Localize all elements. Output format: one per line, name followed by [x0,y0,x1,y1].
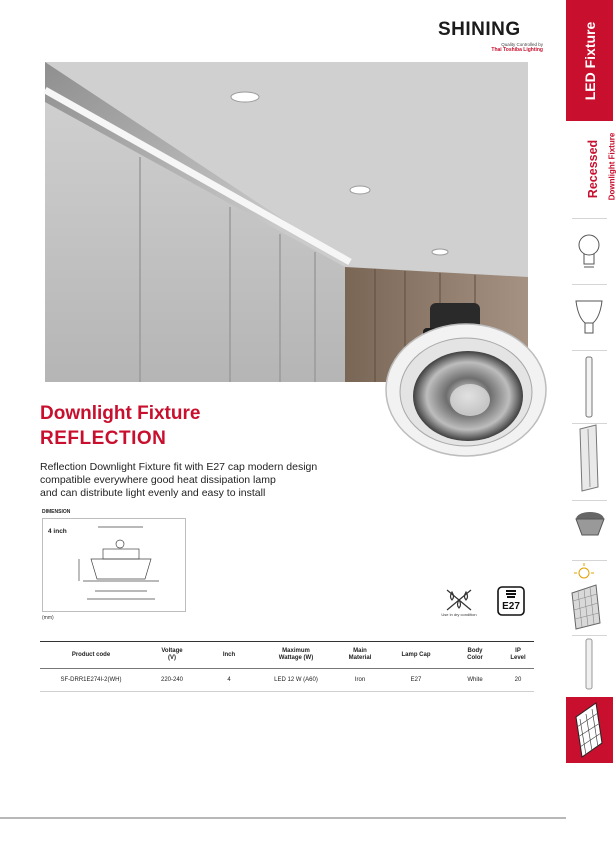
table-header-row [40,642,534,669]
cell-inch: 4 [202,669,256,692]
sidebar-category-label: LED Fixture [581,21,598,100]
sidebar-divider [572,560,607,561]
cell-ip-level: 20 [502,669,534,692]
product-title: Downlight Fixture [40,403,201,424]
sidebar-tab-led-fixture[interactable] [566,0,613,121]
header-product-code: Product code [40,642,142,669]
sidebar-divider [572,350,607,351]
sidebar-item-panel-active[interactable] [566,697,613,763]
sidebar-sub-title: Recessed [586,139,601,199]
sidebar-divider [572,635,607,636]
header-maximum-wattage: Maximum Wattage (W) [256,642,336,669]
header-main-material: Main Material [336,642,384,669]
cell-product-code: SF-DRR1E274I-2(WH) [40,669,142,692]
sidebar-divider [572,284,607,285]
product-model-title: REFLECTION [40,428,167,449]
header-inch: Inch [202,642,256,669]
tube-light-icon [566,637,613,692]
sidebar-item-highbay[interactable] [566,505,613,560]
header-voltage: Voltage (V) [142,642,202,669]
sidebar-tab-recessed[interactable] [566,122,616,214]
sidebar-item-solar[interactable] [566,563,613,633]
brand-tagline-line1: Quality Controlled by [501,42,543,47]
bulb-icon [566,230,613,275]
cell-wattage: LED 12 W (A60) [256,669,336,692]
sidebar-divider [572,218,607,219]
dry-condition-label: Use in dry condition [441,612,477,617]
sidebar-sub-caption: Downlight Fixture [607,132,616,201]
reflector-bulb-icon [566,295,613,345]
header-body-color: Body Color [448,642,502,669]
batten-icon [566,425,613,495]
dimension-unit: (mm) [42,615,54,621]
dimension-label: DIMENSION [42,509,71,515]
spec-table [40,641,534,692]
description-line: compatible everywhere good heat dissipation lamp [40,474,276,486]
header-lamp-cap: Lamp Cap [384,642,448,669]
brand-name: SHINING [438,19,521,40]
brand-tagline-line2: Thai Toshiba Lighting [491,47,543,53]
description-line: Reflection Downlight Fixture fit with E27 cap modern design [40,461,318,473]
cell-material: Iron [336,669,384,692]
highbay-icon [566,505,613,560]
sidebar-divider [572,500,607,501]
panel-light-icon [566,697,613,763]
solar-panel-icon [566,563,613,633]
description-line: and can distribute light evenly and easy to install [40,487,266,499]
sidebar-item-bulb[interactable] [566,230,613,275]
header-ip-level: IP Level [502,642,534,669]
cell-lamp-cap: E27 [384,669,448,692]
dry-condition-icon [444,588,474,612]
table-row [40,669,534,692]
brand-logo [438,20,543,62]
bottom-divider [0,817,566,819]
sidebar-item-tube[interactable] [566,355,613,420]
e27-cap-icon [497,586,525,616]
cell-body-color: White [448,669,502,692]
sidebar-item-reflector-bulb[interactable] [566,295,613,345]
e27-cap-label: E27 [502,601,520,612]
dimension-inch-label: 4 inch [48,528,67,535]
product-description [40,461,360,500]
product-image [378,298,548,458]
sidebar-divider [572,423,607,424]
sidebar-item-tube-light[interactable] [566,637,613,692]
sidebar-item-batten[interactable] [566,425,613,495]
cell-voltage: 220-240 [142,669,202,692]
tube-icon [566,355,613,420]
